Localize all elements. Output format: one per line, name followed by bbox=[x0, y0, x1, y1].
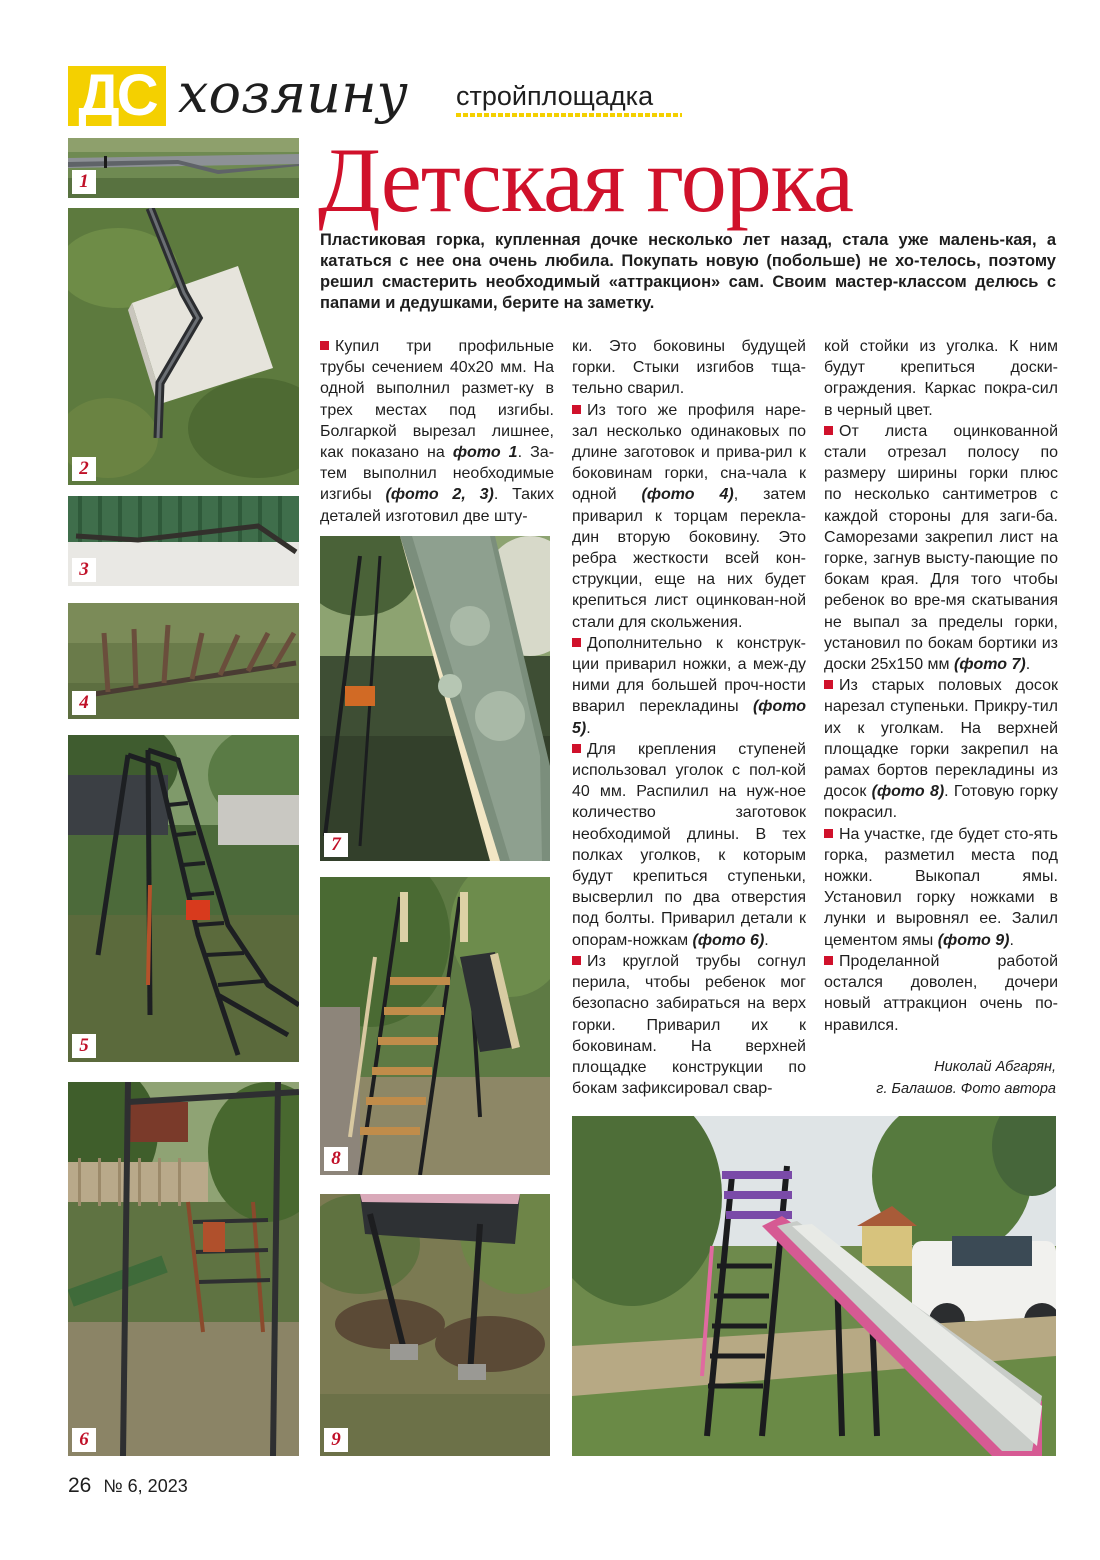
photo-8 bbox=[320, 877, 550, 1175]
photo-number: 1 bbox=[72, 170, 96, 194]
paragraph-marker bbox=[572, 956, 581, 965]
rubric-title: хозяину bbox=[178, 62, 408, 125]
photo-number: 6 bbox=[72, 1428, 96, 1452]
photo-7 bbox=[320, 536, 550, 861]
photo-ref: (фото 8) bbox=[871, 783, 945, 801]
photo-9 bbox=[320, 1194, 550, 1456]
article-title: Детская горка bbox=[318, 129, 853, 231]
photo-number: 7 bbox=[324, 833, 348, 857]
author-place: г. Балашов. Фото автора bbox=[876, 1081, 1056, 1097]
issue-number: № 6, 2023 bbox=[103, 1476, 188, 1496]
photo-number: 9 bbox=[324, 1428, 348, 1452]
page-number: 26 bbox=[68, 1474, 92, 1497]
photo-ref: (фото 2, 3) bbox=[385, 486, 494, 504]
paragraph-marker bbox=[572, 405, 581, 414]
text-column-1: Купил три профильные трубы сечением 40х20 мм. На одной выполнил размет-ку в трех местах под изгибы. Болгаркой вырезал лишнее, как показано на фото 1. За-тем выполнил необходимые изгибы (фото 2, 3). Таких деталей изготовил две шту- bbox=[320, 338, 555, 525]
text-column-3: кой стойки из уголка. К ним будут крепиться доски-ограждения. Каркас покра-сил в черный цвет. От листа оцинкованной стали отрезал полосу по размеру ширины горки плюс по несколько сантиметров с каждой стороны для заги-ба. Саморезами закрепил лист на горке, загнув высту-пающие по бокам края. Для того чтобы ребенок во вре-мя скатывания не выпал за пределы горки, установил по бокам бортики из доски 25х150 мм (фото 7). Из старых половых досок нарезал ступеньки. Прикру-тил их к уголкам. На верхней площадке горки закрепил на рамах бортов перекладины из досок (фото 8). Готовую горку покрасил. На участке, где будет сто-ять горка, разметил места под ножки. Выкопал ямы. Установил горку ножками в лунки и выровнял ее. Залил цементом ямы (фото 9). Проделанной работой остался доволен, дочери новый аттракцион очень по-нравился. bbox=[824, 338, 1058, 1034]
paragraph-marker bbox=[824, 829, 833, 838]
photo-number: 4 bbox=[72, 691, 96, 715]
subrubric-underline bbox=[456, 113, 682, 117]
photo-1 bbox=[68, 138, 299, 198]
photo-ref: (фото 9) bbox=[937, 931, 1010, 949]
author-credit bbox=[820, 1056, 1056, 1100]
paragraph-marker bbox=[824, 426, 833, 435]
paragraph-marker bbox=[572, 744, 581, 753]
subrubric-label: стройплощадка bbox=[456, 81, 654, 111]
article-lead: Пластиковая горка, купленная дочке несколько лет назад, стала уже малень-кая, а кататься с нее она очень любила. Покупать новую (побольше) не хо-телось, поэтому решил смастерить необходимый «аттракцион» сам. Своим мастер-классом делюсь с папами и дедушками, берите на заметку. bbox=[320, 231, 1056, 312]
photo-ref: (фото 7) bbox=[954, 656, 1026, 674]
logo-text: ДС bbox=[78, 63, 156, 128]
text-column-2: ки. Это боковины будущей горки. Стыки изгибов тща-тельно сварил. Из того же профиля наре-зал несколько одинаковых по длине заготовок и прива-рил к боковинам горки, сна-чала к одной (фото 4), затем приварил к торцам перекла-дин вторую боковину. Это ребра жесткости всей кон-струкции, еще на них будет крепиться лист оцинкован-ной стали для скольжения. Дополнительно к конструк-ции приварил ножки, а меж-ду ними для большей проч-ности вварил перекладины (фото 5). Для крепления ступеней использовал уголок с пол-кой 40 мм. Распилил на нуж-ное количество заготовок необходимой длины. В тех полках уголков, к которым будут крепиться ступеньки, высверлил по два отверстия под болты. Приварил детали к опорам-ножкам (фото 6). Из круглой трубы согнул перила, чтобы ребенок мог безопасно забираться на верх горки. Приварил их к боковинам. На верхней площадке конструкции по бокам зафиксировал свар- bbox=[572, 338, 806, 1098]
photo-ref: (фото 4) bbox=[641, 486, 734, 504]
photo-number: 8 bbox=[324, 1147, 348, 1171]
paragraph-marker bbox=[320, 341, 329, 350]
author-name: Николай Абгарян, bbox=[934, 1059, 1056, 1075]
paragraph-marker bbox=[824, 680, 833, 689]
photo-ref: (фото 6) bbox=[692, 931, 765, 949]
photo-ref: фото 1 bbox=[452, 444, 518, 462]
photo-number: 3 bbox=[72, 558, 96, 582]
photo-finished-slide bbox=[572, 1116, 1056, 1456]
photo-5 bbox=[68, 735, 299, 1062]
paragraph-marker bbox=[572, 638, 581, 647]
photo-number: 2 bbox=[72, 457, 96, 481]
photo-4 bbox=[68, 603, 299, 719]
photo-2 bbox=[68, 208, 299, 485]
photo-6 bbox=[68, 1082, 299, 1456]
photo-number: 5 bbox=[72, 1034, 96, 1058]
page-footer bbox=[68, 1474, 188, 1498]
paragraph-marker bbox=[824, 956, 833, 965]
photo-ref: (фото 5) bbox=[572, 698, 806, 737]
magazine-logo bbox=[68, 63, 166, 128]
photo-3 bbox=[68, 496, 299, 586]
